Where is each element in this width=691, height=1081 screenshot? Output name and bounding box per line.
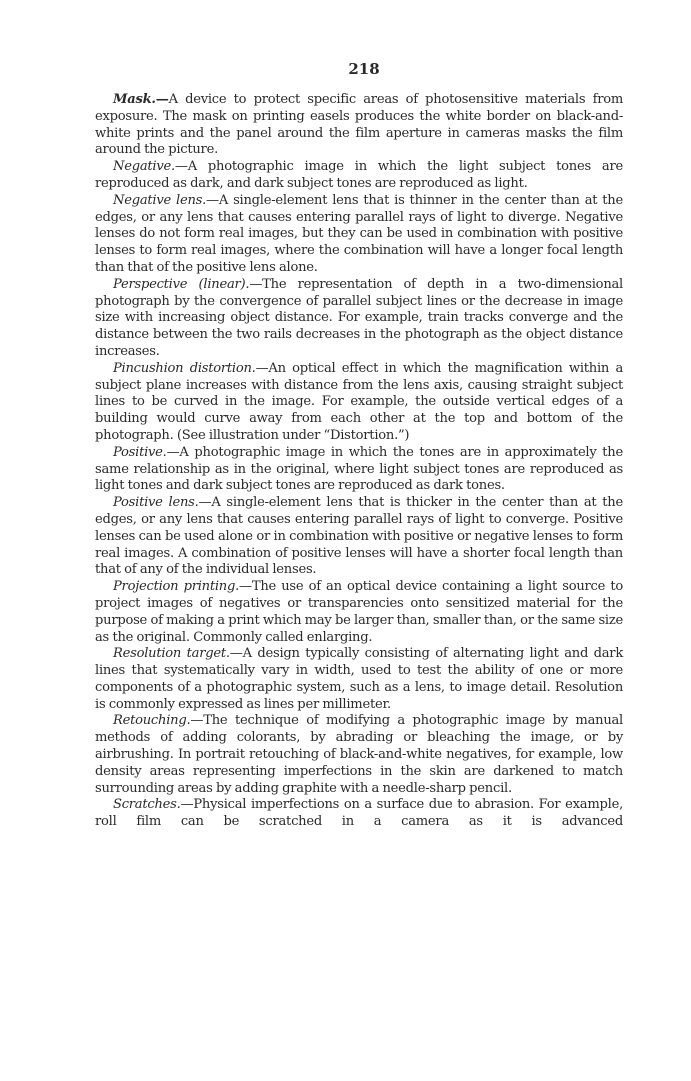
entry-definition: The technique of modifying a photographic image by manual methods of adding colorants, by abrading or bleaching the image, or by airbrushing. In portrait retouching of black-and-white negatives, for example, low density areas representing imperfections in the skin are darkened to match surrounding areas by adding graphite with a needle-sharp pencil.: [95, 713, 623, 796]
glossary-entry-negative: [95, 159, 623, 193]
entry-dash: —: [229, 646, 243, 662]
entry-definition: Physical imperfections on a surface due to abrasion. For example, roll film can be scratched in a camera as it is advanced: [95, 797, 623, 830]
entry-dash: —: [249, 276, 263, 292]
entry-definition: A photographic image in which the light subject tones are reproduced as dark, and dark subject tones are reproduced as light.: [95, 159, 623, 191]
entry-dash: —: [180, 797, 194, 813]
entry-dash: —: [255, 360, 269, 376]
entry-definition: A single-element lens that is thicker in the center than at the edges, or any lens that causes entering parallel rays of light to converge. Positive lenses can be used alone or in combination with positive or negative lenses to form real images. A combination of positive lenses will have a shorter focal length than that of any of the individual lenses.: [95, 495, 623, 578]
entry-term: Perspective (linear).: [113, 276, 250, 292]
entry-dash: —: [155, 92, 169, 107]
entry-definition: A design typically consisting of alternating light and dark lines that systematically vary in width, used to test the ability of one or more components of a photographic system, such as a lens, to image detail. Resolution is commonly expressed as lines per millimeter.: [95, 646, 623, 712]
entry-definition: The use of an optical device containing a light source to project images of negatives or transparencies onto sensitized material for the purpose of making a print which may be larger than, smaller than, or the same size as the original. Commonly called enlarging.: [95, 579, 623, 645]
glossary-entry-mask: [95, 92, 623, 159]
entry-dash: —: [174, 159, 188, 175]
entry-dash: —: [190, 713, 204, 729]
entry-definition: A device to protect specific areas of photosensitive materials from exposure. The mask on printing easels produces the white border on black-and-white prints and the panel around the film aperture in cameras masks the film around the picture.: [95, 92, 623, 158]
entry-term: Negative.: [113, 159, 175, 175]
glossary-entry-positive-lens: [95, 495, 623, 579]
entry-term: Negative lens.: [113, 192, 207, 208]
entry-definition: An optical effect in which the magnification within a subject plane increases with distance from the lens axis, causing straight subject lines to be curved in the image. For example, the outside vertical edges of a building would curve away from each other at the top and bottom of the photograph. (See illustration under “Distortion.”): [95, 360, 623, 443]
entry-term: Positive lens.: [113, 495, 199, 511]
entry-term: Scratches.: [113, 797, 181, 813]
entry-term: Positive.: [113, 444, 167, 460]
entry-definition: The representation of depth in a two-dimensional photograph by the convergence of parallel subject lines or the decrease in image size with increasing object distance. For example, train tracks converge and the distance between the two rails decreases in the photograph as the object distance increases.: [95, 276, 623, 359]
entry-term: Projection printing.: [113, 579, 240, 595]
glossary-entry-resolution-target: [95, 646, 623, 713]
glossary-entry-retouching: [95, 713, 623, 797]
entry-dash: —: [239, 579, 252, 595]
entry-term: Retouching.: [113, 713, 191, 729]
glossary-entry-scratches: [95, 797, 623, 831]
glossary-entry-perspective: [95, 277, 623, 361]
glossary-entry-pincushion-distortion: [95, 361, 623, 445]
glossary-entry-projection-printing: [95, 579, 623, 646]
entry-definition: A single-element lens that is thinner in the center than at the edges, or any lens that causes entering parallel rays of light to diverge. Negative lenses do not form real images, but they can be used in combination with positive lenses to form real images, where the combination will have a longer focal length than that of the positive lens alone.: [95, 192, 623, 275]
entry-dash: —: [198, 495, 212, 511]
entry-definition: A photographic image in which the tones are in approximately the same relationship as in the original, where light subject tones are reproduced as light tones and dark subject tones are reproduced as dark tones.: [95, 444, 623, 494]
glossary-entry-positive: [95, 445, 623, 495]
entry-term: Resolution target.: [113, 646, 230, 662]
entry-term: Pincushion distortion.: [113, 360, 256, 376]
document-page: [95, 52, 623, 831]
page-number: 218: [348, 60, 380, 78]
glossary-entry-negative-lens: [95, 193, 623, 277]
entry-dash: —: [206, 192, 219, 208]
entry-dash: —: [166, 444, 180, 460]
entry-term: Mask.: [113, 92, 156, 107]
